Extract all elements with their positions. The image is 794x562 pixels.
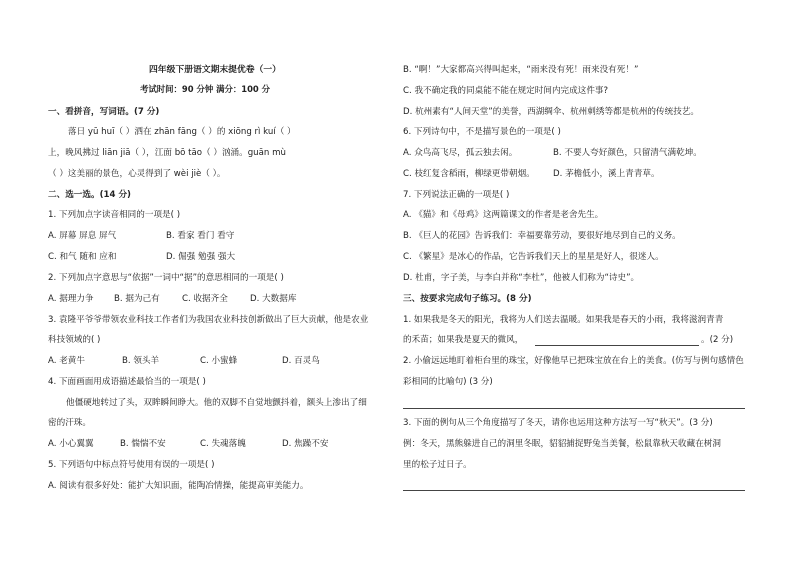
q1-option-d: D. 倔强 勉强 强大	[166, 252, 236, 262]
q4-option-a: A. 小心翼翼	[48, 439, 94, 449]
section1-heading: 一、看拼音，写词语。(7 分)	[48, 107, 160, 117]
q4-stem: 4. 下面画面用成语描述最恰当的一项是( )	[48, 377, 206, 387]
q7-option-b: B. 《巨人的花园》告诉我们：幸福要靠劳动，要很好地尽到自己的义务。	[403, 231, 681, 241]
q3-option-b: B. 领头羊	[122, 356, 160, 366]
q4-passage-2: 密的汗珠。	[48, 418, 91, 428]
exam-info: 考试时间：90 分钟 满分：100 分	[140, 84, 271, 94]
s3-q1-line-2: 的禾苗；如果我是夏天的微风，	[403, 335, 524, 345]
q6-option-c: C. 枝红复含稻雨，柳绿更带朝烟。	[403, 169, 535, 179]
section1-line-3: （ ）这美丽的景色，心灵得到了 wèi jiè（ ）。	[48, 169, 226, 179]
section1-line-2: 上，晚风拂过 liān jiā（ ），江面 bō tāo（ ）汹涌。guān mù	[48, 148, 286, 158]
q3-option-a: A. 老黄牛	[48, 356, 85, 366]
q7-stem: 7. 下列说法正确的一项是( )	[403, 190, 510, 200]
q3-stem: 3. 袁隆平爷爷带领农业科技工作者们为我国农业科技创新做出了巨大贡献，他是农业	[48, 315, 369, 325]
q3-stem-2: 科技领域的( )	[48, 335, 101, 345]
s3-q3-answer-line[interactable]	[403, 490, 745, 491]
s3-q1-answer-line[interactable]	[535, 345, 699, 346]
s3-q1-score: 。(2 分)	[701, 335, 734, 345]
q2-option-a: A. 据理力争	[48, 294, 94, 304]
q5-option-b: B. “啊！”大家都高兴得叫起来，“雨来没有死！雨来没有死！”	[403, 65, 639, 75]
q5-option-a: A. 阅读有很多好处：能扩大知识面，能陶冶情操，能提高审美能力。	[48, 481, 309, 491]
q1-option-a: A. 屏幕 屏息 屏气	[48, 231, 117, 241]
q4-option-d: D. 焦躁不安	[282, 439, 329, 449]
exam-title: 四年级下册语文期末提优卷（一）	[149, 65, 281, 75]
s3-q3-line-3: 里的松子过日子。	[403, 460, 472, 470]
q2-option-b: B. 据为己有	[114, 294, 160, 304]
q2-option-d: D. 大数据库	[250, 294, 297, 304]
q3-option-c: C. 小蜜蜂	[200, 356, 238, 366]
s3-q1-line-1: 1. 如果我是冬天的阳光，我将为人们送去温暖。如果我是春天的小雨，我将滋润青青	[403, 315, 724, 325]
s3-q3-line-2: 例：冬天，黑熊躲进自己的洞里冬眠，貂貂捕捉野兔当美餐，松鼠靠秋天收藏在树洞	[403, 439, 721, 449]
section2-heading: 二、选一选。(14 分)	[48, 190, 131, 200]
q6-stem: 6. 下列诗句中，不是描写景色的一项是( )	[403, 127, 561, 137]
q4-option-b: B. 惴惴不安	[120, 439, 166, 449]
q6-option-d: D. 茅檐低小，溪上青青草。	[553, 169, 660, 179]
q4-option-c: C. 失魂落魄	[200, 439, 246, 449]
q1-stem: 1. 下列加点字读音相同的一项是( )	[48, 210, 181, 220]
q6-option-b: B. 不要人夸好颜色，只留清气满乾坤。	[553, 148, 702, 158]
q7-option-a: A. 《猫》和《母鸡》这两篇课文的作者是老舍先生。	[403, 210, 604, 220]
q1-option-c: C. 和气 随和 应和	[48, 252, 117, 262]
q2-option-c: C. 收据齐全	[182, 294, 228, 304]
q2-stem: 2. 下列加点字意思与“依据”一词中“据”的意思相同的一项是( )	[48, 273, 284, 283]
q5-stem: 5. 下列语句中标点符号使用有误的一项是( )	[48, 460, 215, 470]
q4-passage: 他僵硬地转过了头，双眸瞬间睁大。他的双脚不自觉地颤抖着，额头上渗出了细	[66, 398, 367, 408]
q3-option-d: D. 百灵鸟	[282, 356, 320, 366]
s3-q2-line-2: 彩相同的比喻句) (3 分)	[403, 377, 493, 387]
section3-heading: 三、按要求完成句子练习。(8 分)	[403, 294, 532, 304]
s3-q2-line-1: 2. 小偷远远地盯着柜台里的珠宝，好像他早已把珠宝放在台上的美食。(仿写与例句感情色	[403, 356, 744, 366]
q7-option-d: D. 杜甫，字子美，与李白并称“李杜”，他被人们称为“诗史”。	[403, 273, 640, 283]
q1-option-b: B. 看家 看门 看守	[166, 231, 235, 241]
q7-option-c: C. 《繁星》是冰心的作品，它告诉我们天上的星星是好人，很迷人。	[403, 252, 664, 262]
q5-option-c: C. 我不确定我的同桌能不能在规定时间内完成这件事?	[403, 86, 609, 96]
section1-line-1: 落日 yū huī（ ）洒在 zhān fāng（ ）的 xiōng rì kuí（ ）	[68, 127, 296, 137]
s3-q3-line-1: 3. 下面的例句从三个角度描写了冬天，请你也运用这种方法写一写“秋天”。(3 分)	[403, 418, 713, 428]
s3-q2-answer-line[interactable]	[403, 408, 745, 409]
q6-option-a: A. 众鸟高飞尽，孤云独去闲。	[403, 148, 518, 158]
q5-option-d: D. 杭州素有“人间天堂”的美誉，西湖绸伞、杭州刺绣等都是杭州的传统技艺。	[403, 107, 699, 117]
